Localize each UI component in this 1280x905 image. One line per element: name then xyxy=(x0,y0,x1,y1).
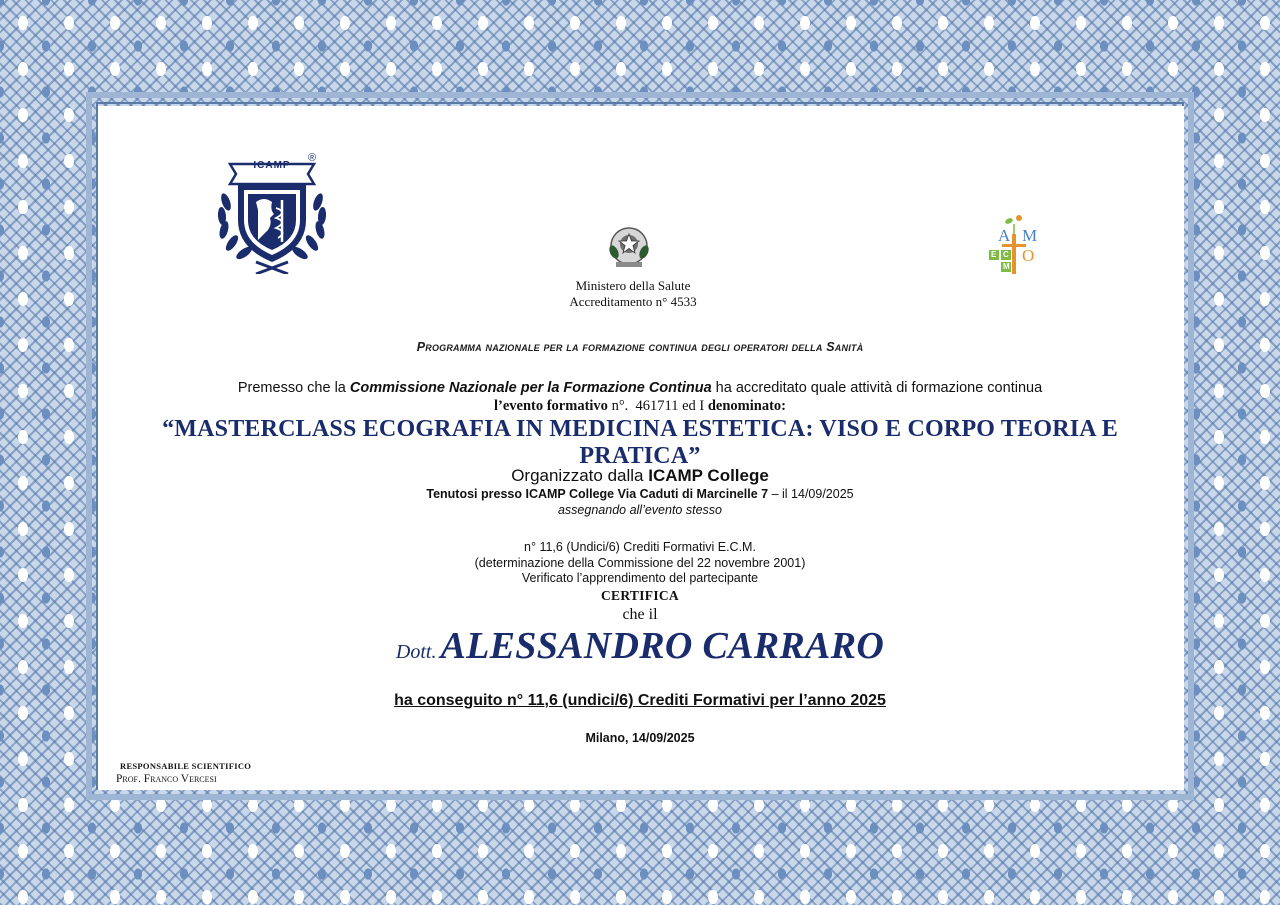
premesso-line xyxy=(140,380,1140,396)
registered-mark: ® xyxy=(308,152,317,164)
ecm-letter-m: M xyxy=(1022,226,1038,245)
ecm-letter-a: A xyxy=(998,226,1011,245)
organizzatore-name: ICAMP College xyxy=(648,466,769,485)
responsabile-label: RESPONSABILE SCIENTIFICO xyxy=(120,761,252,771)
tenutosi-line xyxy=(300,487,980,501)
recipient-name-row xyxy=(300,624,980,668)
crediti-line1: n° 11,6 (Undici/6) Crediti Formativi E.C.M. xyxy=(524,540,756,554)
evento-label: l’evento formativo xyxy=(493,398,608,414)
tenutosi-sede: Tenutosi presso ICAMP College Via Caduti di Marcinelle 7 xyxy=(426,487,769,501)
evento-denominato: denominato: xyxy=(707,398,786,414)
recipient-name: ALESSANDRO CARRARO xyxy=(440,625,885,667)
organizzato-prefix: Organizzato dalla xyxy=(511,466,649,485)
responsabile-name: Prof. Franco Vercesi xyxy=(116,773,217,785)
ministero-accreditamento: Accreditamento n° 4533 xyxy=(569,294,697,309)
place-date: Milano, 14/09/2025 xyxy=(585,731,695,745)
premesso-suffix: ha accreditato quale attività di formazione continua xyxy=(711,380,1043,396)
ecm-letter-e: E xyxy=(991,250,997,259)
crediti-block xyxy=(380,540,900,587)
certifica-heading: CERTIFICA xyxy=(601,588,679,603)
ministero-block xyxy=(520,278,746,310)
tenutosi-data: – il 14/09/2025 xyxy=(768,487,854,501)
event-title: “MASTERCLASS ECOGRAFIA IN MEDICINA ESTETICA: VISO E CORPO TEORIA E PRATICA” xyxy=(162,416,1118,469)
assegnando-line: assegnando all’evento stesso xyxy=(557,503,722,517)
che-il-text: che il xyxy=(622,606,658,623)
programma-heading: Programma nazionale per la formazione continua degli operatori della Sanità xyxy=(416,340,864,354)
ecm-letter-o: O xyxy=(1022,246,1035,265)
ecm-letter-m2: M xyxy=(1003,262,1010,271)
icamp-logo-text: ICAMP xyxy=(253,160,291,171)
ministero-line1: Ministero della Salute xyxy=(575,278,691,293)
italian-republic-emblem xyxy=(606,222,652,272)
evento-line xyxy=(140,398,1140,415)
crediti-line3: Verificato l’apprendimento del partecipante xyxy=(521,571,759,585)
icamp-logo xyxy=(212,150,332,274)
ecm-letter-c: C xyxy=(1003,250,1009,259)
organizzato-line xyxy=(340,466,940,486)
crediti-line2: (determinazione della Commissione del 22 novembre 2001) xyxy=(474,555,806,570)
conseguito-line: ha conseguito n° 11,6 (undici/6) Crediti Formativi per l’anno 2025 xyxy=(394,692,886,709)
ecm-amo-logo xyxy=(984,212,1044,282)
evento-numero: n°. 461711 ed I xyxy=(607,398,708,414)
recipient-title: Dott. xyxy=(395,641,437,663)
commissione-name: Commissione Nazionale per la Formazione Continua xyxy=(349,380,712,396)
premesso-prefix: Premesso che la xyxy=(237,380,350,396)
